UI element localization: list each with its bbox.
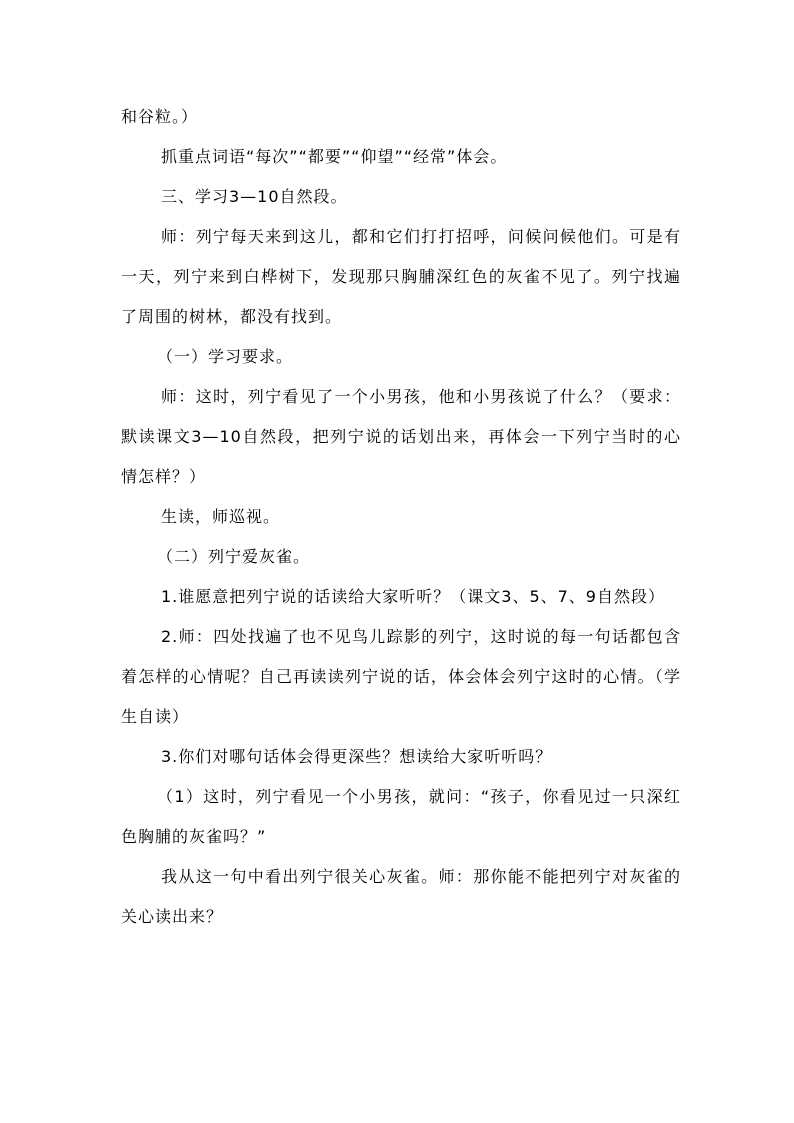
paragraph-key-words: 抓重点词语“每次”“都要”“仰望”“经常”体会。 (161, 147, 508, 166)
paragraph-students-read: 生读，师巡视。 (161, 507, 281, 526)
paragraph-teacher-question: 师：这时，列宁看见了一个小男孩，他和小男孩说了什么？（要求：默读课文3—10自然段，把列宁说的话划出来，再体会一下列宁当时的心情怎样？） (121, 387, 681, 486)
paragraph-item-2: 2.师：四处找遍了也不见鸟儿踪影的列宁，这时说的每一句话都包含着怎样的心情呢？自己再读读列宁说的话，体会体会列宁这时的心情。（学生自读） (121, 627, 681, 726)
section-heading-3: 三、学习3—10自然段。 (161, 187, 348, 206)
paragraph-continuation: 和谷粒。） (121, 107, 199, 126)
paragraph-item-3: 3.你们对哪句话体会得更深些？想读给大家听听吗？ (161, 747, 553, 766)
subheading-study-requirements: （一）学习要求。 (157, 347, 294, 366)
paragraph-item-1: 1.谁愿意把列宁说的话读给大家听听？（课文3、5、7、9自然段） (161, 587, 665, 606)
paragraph-teacher-intro: 师：列宁每天来到这儿，都和它们打打招呼，问候问候他们。可是有一天，列宁来到白桦树下，发现那只胸脯深红色的灰雀不见了。列宁找遍了周围的树林，都没有找到。 (121, 227, 681, 326)
subheading-lenin-loves-sparrow: （二）列宁爱灰雀。 (157, 547, 311, 566)
paragraph-subitem-1: （1）这时，列宁看见一个小男孩，就问：“孩子，你看见过一只深红色胸脯的灰雀吗？” (121, 787, 681, 846)
paragraph-student-answer: 我从这一句中看出列宁很关心灰雀。师：那你能不能把列宁对灰雀的关心读出来？ (121, 867, 681, 926)
document-body (121, 97, 681, 937)
